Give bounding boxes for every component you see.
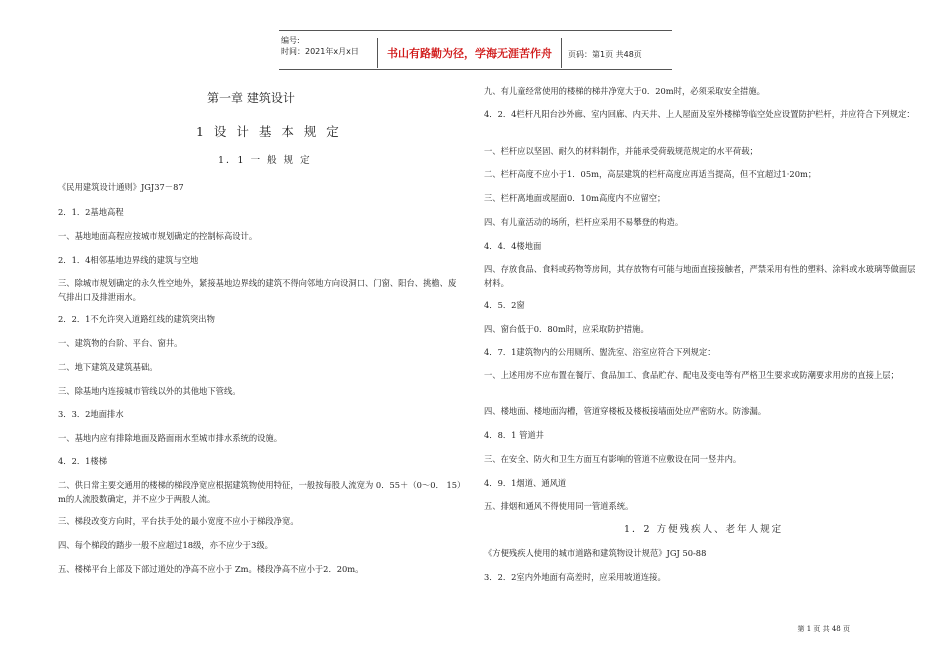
paragraph: 三、除城市规划确定的永久性空地外，紧接基地边界线的建筑不得向邻地方向设洞口、门窗、阳台、挑檐、废气排出口及排泄雨水。 <box>58 278 457 302</box>
paragraph: 4．9．1烟道、通风道 <box>484 478 567 488</box>
paragraph: 4．8．1 管道井 <box>484 430 544 440</box>
subsection-title: 1．2 方便残疾人、老年人规定 <box>624 524 784 535</box>
paragraph: 4．5．2窗 <box>484 300 525 310</box>
paragraph: 《民用建筑设计通则》JGJ37－87 <box>58 182 184 192</box>
paragraph: 2．1．4相邻基地边界线的建筑与空地 <box>58 255 199 265</box>
paragraph: 三、除基地内连接城市管线以外的其他地下管线。 <box>58 386 241 396</box>
paragraph: 4．2．4栏杆凡阳台沙外廊、室内回廊、内天井、上人屋面及室外楼梯等临空处应设置防护栏杆，并应符合下列规定： <box>484 109 915 119</box>
header-meta <box>281 35 359 57</box>
paragraph: 一、基地内应有排除地面及路面雨水至城市排水系统的设施。 <box>58 433 283 443</box>
chapter-title: 第一章 建筑设计 <box>207 91 295 105</box>
paragraph: 二、地下建筑及建筑基础。 <box>58 362 158 372</box>
paragraph: 一、上述用房不应布置在餐厅、食品加工、食品贮存、配电及变电等有严格卫生要求或防潮要求用房的直接上层； <box>484 370 899 380</box>
paragraph: 一、基地地面高程应按城市规划确定的控制标高设计。 <box>58 231 258 241</box>
paragraph: 四、存放食品、食料或药物等房间，其存放物有可能与地面直接接触者，严禁采用有性的塑料、涂料或水玻璃等做面层材料。 <box>484 264 916 288</box>
paragraph: 3．2．2室内外地面有高差时，应采用坡道连接。 <box>484 572 666 582</box>
paragraph: 四、有儿童活动的场所，栏杆应采用不易攀登的构造。 <box>484 217 684 227</box>
paragraph: 《方便残疾人使用的城市道路和建筑物设计规范》JGJ 50-88 <box>484 548 707 558</box>
paragraph: 2．2．1不允许突入道路红线的建筑突出物 <box>58 314 215 324</box>
paragraph: 四、窗台低于0．80m时，应采取防护措施。 <box>484 324 649 334</box>
paragraph: 三、栏杆离地面或屋面0．10m高度内不应留空； <box>484 193 666 203</box>
paragraph: 4．7．1建筑物内的公用厕所、盥洗室、浴室应符合下列规定： <box>484 347 716 357</box>
paragraph: 4．4．4楼地面 <box>484 241 542 251</box>
paragraph: 2．1．2基地高程 <box>58 207 124 217</box>
motto: 书山有路勤为径，学海无涯苦作舟 <box>377 38 562 68</box>
page-footer: 第 1 页 共 48 页 <box>797 625 850 633</box>
paragraph: 一、建筑物的台阶、平台、窗井。 <box>58 338 183 348</box>
paragraph: 五、楼梯平台上部及下部过道处的净高不应小于 Zm。楼段净高不应小于2．20m。 <box>58 564 364 574</box>
paragraph: 三、梯段改变方向时，平台扶手处的最小宽度不应小于梯段净宽。 <box>58 516 299 526</box>
paragraph: 一、栏杆应以坚固、耐久的材料制作，并能承受荷载规范规定的水平荷载； <box>484 146 758 156</box>
paragraph: 二、供日常主要交通用的楼梯的梯段净宽应根据建筑物使用特征，一般按每股人流宽为 0．55＋（0～0． 15）m的人流股数确定，并不应少于两股人流。 <box>58 480 462 504</box>
paragraph: 四、楼地面、楼地面沟槽，管道穿楼板及楼板接墙面处应严密防水。防渗漏。 <box>484 406 767 416</box>
paragraph: 五、排烟和通风不得使用同一管道系统。 <box>484 501 634 511</box>
paragraph: 三、在安全、防火和卫生方面互有影响的管道不应敷设在同一竖井内。 <box>484 454 742 464</box>
paragraph: 九、有儿童经常使用的楼梯的梯井净宽大于0．20m时，必须采取安全措施。 <box>484 86 765 96</box>
section-title: 1 设 计 基 本 规 定 <box>196 124 342 139</box>
time-label: 时间：2021年x月x日 <box>281 47 359 56</box>
page-label: 页码：第1页 共48页 <box>568 50 642 59</box>
paragraph: 四、每个梯段的踏步一般不应超过18级，亦不应少于3级。 <box>58 540 273 550</box>
paragraph: 4．2．1楼梯 <box>58 456 108 466</box>
paragraph: 3．3．2地面排水 <box>58 409 124 419</box>
number-label: 编号: <box>281 36 300 45</box>
paragraph: 二、栏杆高度不应小于1．05m，高层建筑的栏杆高度应再适当提高，但不宜超过1·20m； <box>484 169 817 179</box>
page-header <box>279 30 672 70</box>
subsection-title: 1．1 一 般 规 定 <box>218 155 312 166</box>
